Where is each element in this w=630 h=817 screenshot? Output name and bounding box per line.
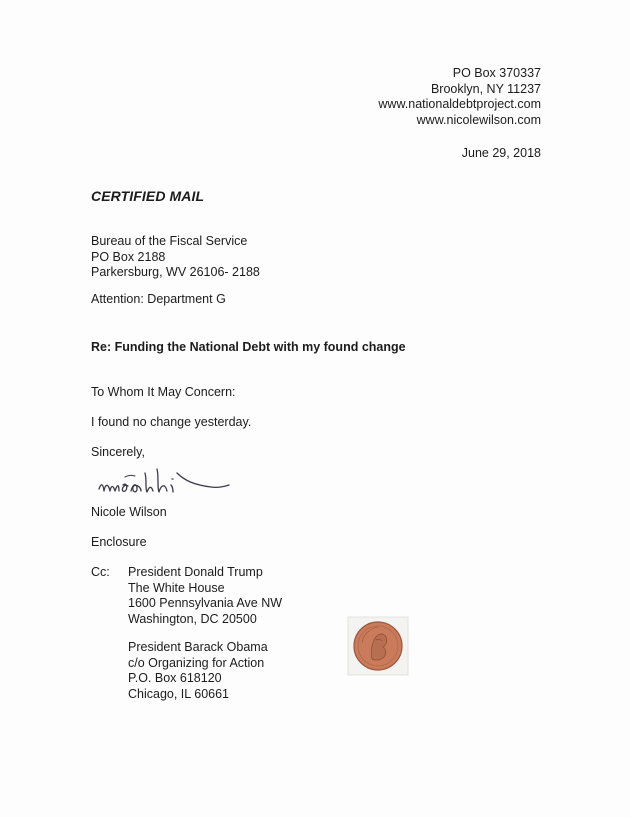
sender-website-2: www.nicolewilson.com [416,112,541,127]
sender-po-box: PO Box 370337 [452,66,541,80]
sender-website-1: www.nationaldebtproject.com [378,97,541,111]
salutation: To Whom It May Concern: [91,385,236,399]
cc-2-line-4: Chicago, IL 60661 [128,686,230,701]
recipient-line-3: Parkersburg, WV 26106- 2188 [91,265,260,279]
certified-mail-heading: CERTIFIED MAIL [91,188,205,204]
cc-recipient-1 [128,565,282,627]
cc-1-line-3: 1600 Pennsylvania Ave NW [128,596,283,610]
subject-line: Re: Funding the National Debt with my found change [91,340,406,354]
enclosure-note: Enclosure [91,535,147,549]
sender-address [378,66,541,128]
letter-date: June 29, 2018 [461,146,541,160]
recipient-line-1: Bureau of the Fiscal Service [91,234,248,248]
letter-body: I found no change yesterday. [91,415,252,429]
recipient-address [91,234,260,281]
signer-name: Nicole Wilson [91,505,167,519]
cc-1-line-2: The White House [128,580,225,595]
cc-1-line-4: Washington, DC 20500 [128,611,257,626]
attention-line: Attention: Department G [91,292,226,306]
cc-1-line-1: President Donald Trump [128,565,263,579]
sender-city: Brooklyn, NY 11237 [430,81,541,96]
closing: Sincerely, [91,445,145,459]
cc-2-line-2: c/o Organizing for Action [128,655,265,670]
cc-recipient-2 [128,640,268,702]
handwritten-signature [95,461,235,503]
penny-coin-icon [346,615,410,677]
cc-2-line-3: P.O. Box 618120 [128,671,222,685]
cc-label: Cc: [91,565,110,579]
recipient-line-2: PO Box 2188 [91,249,166,264]
cc-2-line-1: President Barack Obama [128,640,268,654]
